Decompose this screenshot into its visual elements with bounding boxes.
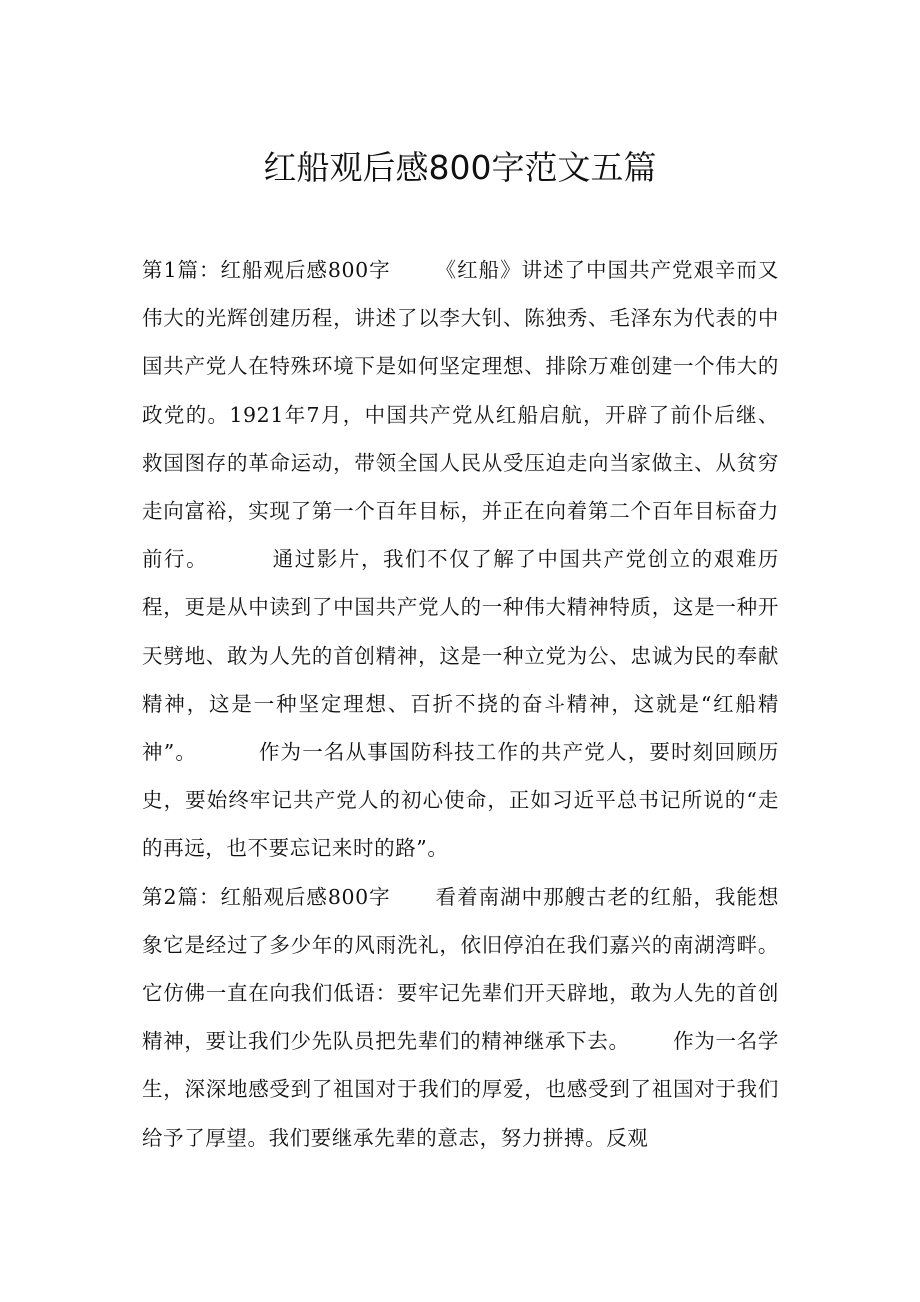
article1-paragraph-2: 通过影片，我们不仅了解了中国共产党创立的艰难历程，更是从中读到了中国共产党人的一种伟大精神特质，这是一种开天劈地、敢为人先的首创精神，这是一种立党为公、忠诚为民的奉献精神，这是一种坚定理想、百折不挠的奋斗精神，这就是“红船精神”。	[142, 547, 779, 765]
article2-heading: 第2篇：红船观后感800字	[142, 884, 391, 909]
document-title: 红船观后感800字范文五篇	[263, 148, 657, 187]
article2-paragraph-1: 看着南湖中那艘古老的红船，我能想象它是经过了多少年的风雨洗礼，依旧停泊在我们嘉兴的南湖湾畔。它仿佛一直在向我们低语：要牢记先辈们开天辟地，敢为人先的首创精神，要让我们少先队员把先辈们的精神继承下去。	[142, 884, 779, 1054]
article1-paragraph-3: 作为一名从事国防科技工作的共产党人，要时刻回顾历史，要始终牢记共产党人的初心使命，正如习近平总书记所说的“走的再远，也不要忘记来时的路”。	[142, 740, 779, 861]
article2-paragraph-2: 作为一名学生，深深地感受到了祖国对于我们的厚爱，也感受到了祖国对于我们给予了厚望。我们要继承先辈的意志，努力拼搏。反观	[142, 1029, 780, 1150]
document-body	[142, 246, 779, 1162]
article1-heading: 第1篇：红船观后感800字	[142, 258, 391, 282]
article1-paragraph-1: 《红船》讲述了中国共产党艰辛而又伟大的光辉创建历程，讲述了以李大钊、陈独秀、毛泽东为代表的中国共产党人在特殊环境下是如何坚定理想、排除万难创建一个伟大的政党的。1921年7月，中国共产党从红船启航，开辟了前仆后继、救国图存的革命运动，带领全国人民从受压迫走向当家做主、从贫穷走向富裕，实现了第一个百年目标，并正在向着第二个百年目标奋力前行。	[142, 258, 779, 572]
